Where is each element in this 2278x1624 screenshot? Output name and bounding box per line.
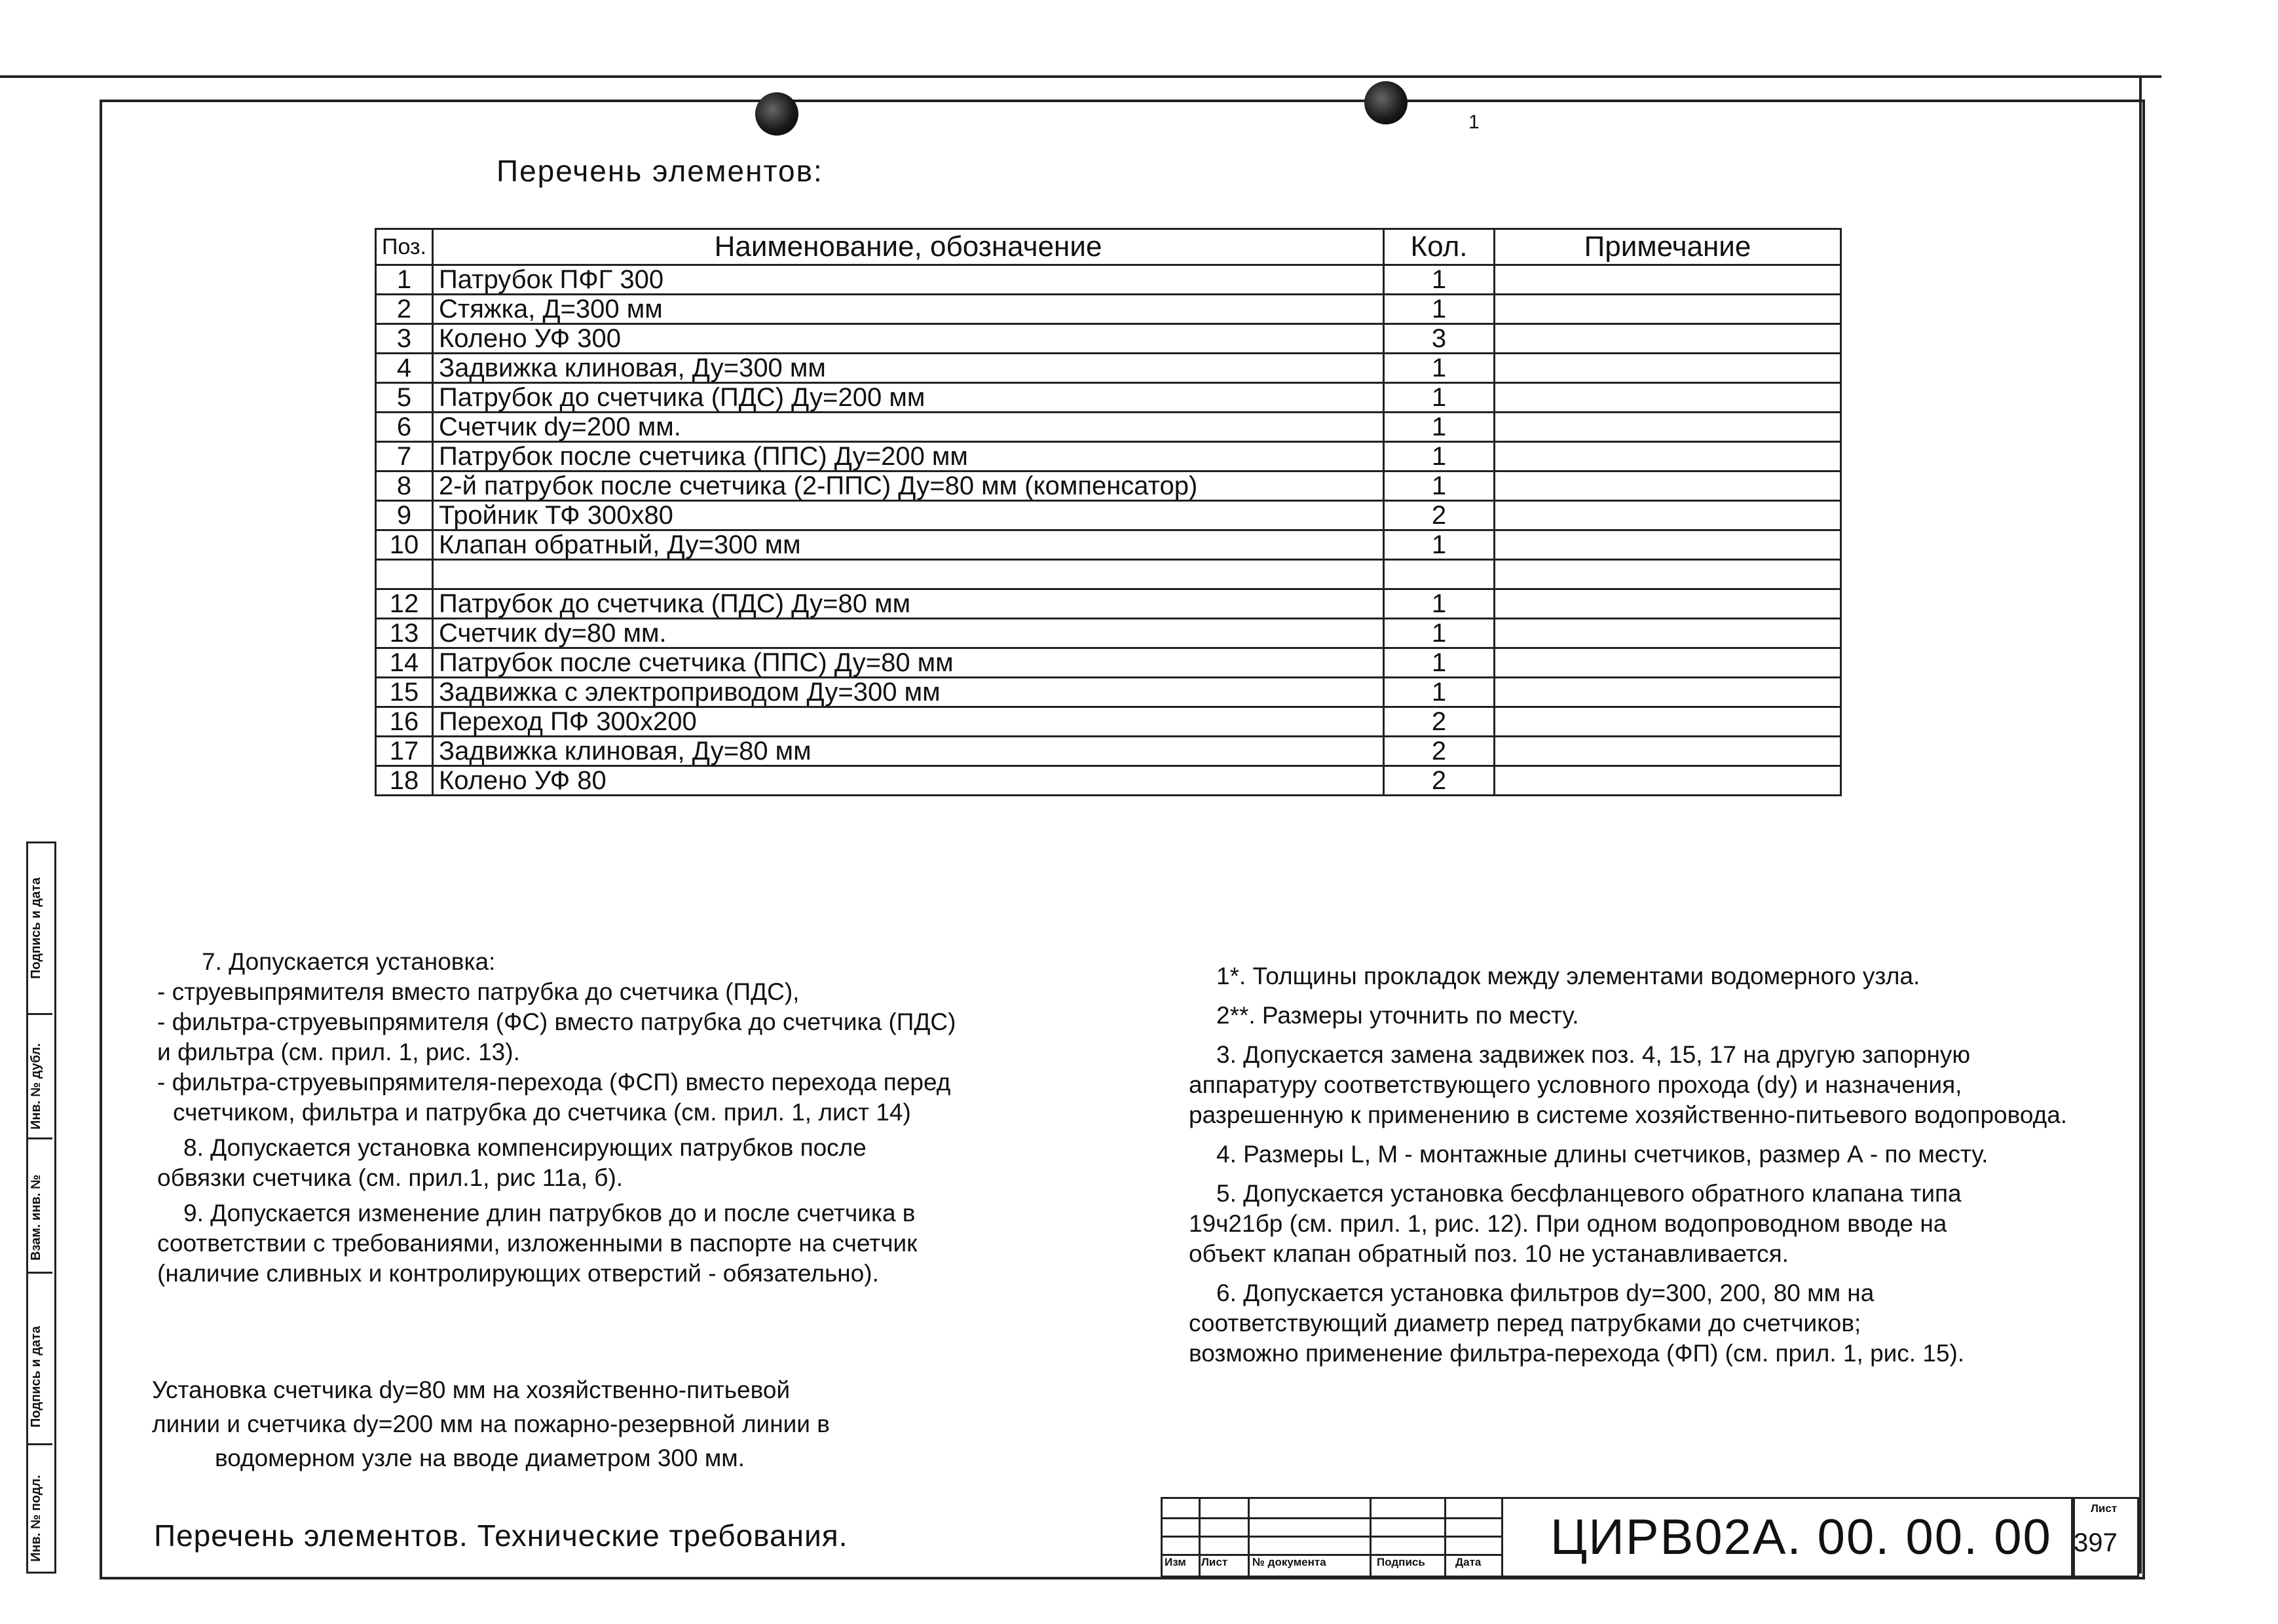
cell-note [1495, 324, 1841, 354]
cell-pos: 16 [376, 707, 433, 737]
page-mark: 1 [1468, 111, 1480, 133]
col-date: Дата [1455, 1556, 1482, 1568]
cell-pos: 1 [376, 265, 433, 295]
cell-name: Патрубок после счетчика (ППС) Ду=80 мм [433, 648, 1384, 678]
sheet-label: Лист [2091, 1502, 2118, 1515]
installation-note-3: водомерном узле на вводе диаметром 300 мм. [215, 1445, 745, 1471]
cell-qty: 1 [1384, 295, 1495, 324]
list-title: Перечень элементов: [496, 154, 823, 188]
side-label-vzam-inv: Взам. инв. № [29, 1174, 43, 1261]
cell-name: Стяжка, Д=300 мм [433, 295, 1384, 324]
req-3-1: 3. Допускается замена задвижек поз. 4, 15, 17 на другую запорную [1216, 1041, 1971, 1068]
cell-qty: 1 [1384, 265, 1495, 295]
cell-note [1495, 501, 1841, 530]
elements-table [375, 228, 1842, 796]
cell-note [1495, 295, 1841, 324]
cell-qty: 2 [1384, 766, 1495, 796]
cell-name: Колено УФ 300 [433, 324, 1384, 354]
document-code: ЦИРВ02А. 00. 00. 00 [1550, 1509, 2052, 1565]
side-label-inv-dupl: Инв. № дубл. [29, 1043, 43, 1130]
table-row [376, 678, 1841, 707]
cell-name: Патрубок после счетчика (ППС) Ду=200 мм [433, 442, 1384, 471]
req-5-2: 19ч21бр (см. прил. 1, рис. 12). При одном водопроводном вводе на [1189, 1210, 1947, 1237]
cell-name: Патрубок ПФГ 300 [433, 265, 1384, 295]
cell-name: Задвижка клиновая, Ду=300 мм [433, 354, 1384, 383]
table-row [376, 530, 1841, 560]
cell-qty: 3 [1384, 324, 1495, 354]
right-requirements [1189, 961, 2067, 1369]
cell-pos: 12 [376, 589, 433, 619]
cell-pos: 13 [376, 619, 433, 648]
sheet-number: 397 [2074, 1528, 2118, 1557]
cell-note [1495, 413, 1841, 442]
table-row [376, 354, 1841, 383]
req-2: 2**. Размеры уточнить по месту. [1216, 1002, 1579, 1029]
top-border-line [0, 75, 2161, 78]
table-row [376, 707, 1841, 737]
cell-pos: 8 [376, 471, 433, 501]
req-5-1: 5. Допускается установка бесфланцевого обратного клапана типа [1216, 1180, 1962, 1207]
cell-name: 2-й патрубок после счетчика (2-ППС) Ду=80 мм (компенсатор) [433, 471, 1384, 501]
col-doc: № документа [1252, 1556, 1326, 1568]
table-row [376, 442, 1841, 471]
cell-note [1495, 560, 1841, 589]
table-row [376, 471, 1841, 501]
cell-note [1495, 766, 1841, 796]
req-7-c2: счетчиком, фильтра и патрубка до счетчика (см. прил. 1, лист 14) [173, 1099, 911, 1126]
table-row [376, 295, 1841, 324]
cell-pos: 14 [376, 648, 433, 678]
cell-pos: 9 [376, 501, 433, 530]
cell-name: Клапан обратный, Ду=300 мм [433, 530, 1384, 560]
cell-pos: 10 [376, 530, 433, 560]
req-5-3: объект клапан обратный поз. 10 не устанавливается. [1189, 1240, 1789, 1267]
cell-qty: 2 [1384, 737, 1495, 766]
table-body [376, 265, 1841, 796]
cell-qty: 1 [1384, 530, 1495, 560]
cell-note [1495, 589, 1841, 619]
table-row [376, 413, 1841, 442]
req-7-c1: - фильтра-струевыпрямителя-перехода (ФСП) вместо перехода перед [157, 1069, 951, 1096]
req-3-3: разрешенную к применению в системе хозяйственно-питьевого водопровода. [1189, 1101, 2068, 1128]
cell-pos: 5 [376, 383, 433, 413]
installation-note [152, 1375, 830, 1473]
cell-qty: 1 [1384, 678, 1495, 707]
table-row [376, 766, 1841, 796]
cell-pos [376, 560, 433, 589]
req-8-2: обвязки счетчика (см. прил.1, рис 11а, б). [157, 1164, 624, 1191]
cell-pos: 3 [376, 324, 433, 354]
table-row [376, 589, 1841, 619]
cell-name: Задвижка клиновая, Ду=80 мм [433, 737, 1384, 766]
cell-note [1495, 383, 1841, 413]
cell-note [1495, 530, 1841, 560]
cell-note [1495, 678, 1841, 707]
cell-qty: 1 [1384, 383, 1495, 413]
cell-note [1495, 737, 1841, 766]
table-row [376, 619, 1841, 648]
col-izm: Изм [1165, 1556, 1186, 1568]
cell-qty: 2 [1384, 501, 1495, 530]
req-7-b1: - фильтра-струевыпрямителя (ФС) вместо патрубка до счетчика (ПДС) [157, 1008, 956, 1035]
cell-name: Счетчик dy=200 мм. [433, 413, 1384, 442]
req-7-b2: и фильтра (см. прил. 1, рис. 13). [157, 1039, 520, 1065]
header-name: Наименование, обозначение [433, 229, 1384, 265]
installation-note-1: Установка счетчика dy=80 мм на хозяйственно-питьевой [152, 1376, 791, 1403]
table-row [376, 324, 1841, 354]
col-list: Лист [1201, 1556, 1228, 1568]
col-sign: Подпись [1377, 1556, 1425, 1568]
cell-pos: 17 [376, 737, 433, 766]
req-6-3: возможно применение фильтра-перехода (ФП) (см. прил. 1, рис. 15). [1189, 1340, 1965, 1367]
cell-qty: 1 [1384, 471, 1495, 501]
header-qty: Кол. [1384, 229, 1495, 265]
side-label-inv-orig: Инв. № подл. [29, 1475, 43, 1562]
title-block [1161, 1497, 2138, 1574]
cell-name: Задвижка с электроприводом Ду=300 мм [433, 678, 1384, 707]
cell-name: Колено УФ 80 [433, 766, 1384, 796]
side-label-signature-date-2: Подпись и дата [29, 1326, 43, 1428]
cell-note [1495, 471, 1841, 501]
cell-note [1495, 648, 1841, 678]
req-1: 1*. Толщины прокладок между элементами водомерного узла. [1216, 963, 1920, 989]
table-row [376, 383, 1841, 413]
cell-name: Переход ПФ 300х200 [433, 707, 1384, 737]
cell-pos: 15 [376, 678, 433, 707]
header-note: Примечание [1495, 229, 1841, 265]
table-row [376, 265, 1841, 295]
req-3-2: аппаратуру соответствующего условного прохода (dy) и назначения, [1189, 1071, 1962, 1098]
cell-pos: 2 [376, 295, 433, 324]
cell-qty: 1 [1384, 648, 1495, 678]
cell-note [1495, 442, 1841, 471]
cell-qty: 1 [1384, 354, 1495, 383]
table-row [376, 560, 1841, 589]
installation-note-2: линии и счетчика dy=200 мм на пожарно-резервной линии в [152, 1411, 830, 1437]
header-pos: Поз. [376, 229, 433, 265]
cell-qty: 1 [1384, 413, 1495, 442]
req-7-title: 7. Допускается установка: [202, 948, 496, 975]
req-6-2: соответствующий диаметр перед патрубками до счетчиков; [1189, 1310, 1861, 1337]
table-row [376, 737, 1841, 766]
cell-note [1495, 707, 1841, 737]
req-6-1: 6. Допускается установка фильтров dy=300, 200, 80 мм на [1216, 1280, 1875, 1306]
req-8-1: 8. Допускается установка компенсирующих патрубков после [183, 1134, 867, 1161]
cell-name: Патрубок до счетчика (ПДС) Ду=200 мм [433, 383, 1384, 413]
cell-name [433, 560, 1384, 589]
cell-pos: 7 [376, 442, 433, 471]
cell-pos: 6 [376, 413, 433, 442]
punch-hole-right-icon [1364, 81, 1408, 124]
sheet-title: Перечень элементов. Технические требования. [154, 1519, 848, 1553]
cell-qty: 1 [1384, 442, 1495, 471]
req-9-2: соответствии с требованиями, изложенными в паспорте на счетчик [157, 1230, 918, 1257]
cell-pos: 4 [376, 354, 433, 383]
req-9-3: (наличие сливных и контролирующих отверстий - обязательно). [157, 1260, 879, 1287]
table-header-row [376, 229, 1841, 265]
left-requirements [157, 947, 956, 1289]
req-4: 4. Размеры L, М - монтажные длины счетчиков, размер А - по месту. [1216, 1141, 1989, 1168]
cell-note [1495, 354, 1841, 383]
frame-right-edge [2139, 77, 2142, 1574]
punch-hole-left-icon [755, 92, 798, 136]
cell-qty: 1 [1384, 589, 1495, 619]
cell-qty: 2 [1384, 707, 1495, 737]
cell-qty [1384, 560, 1495, 589]
cell-pos: 18 [376, 766, 433, 796]
cell-name: Тройник ТФ 300х80 [433, 501, 1384, 530]
cell-qty: 1 [1384, 619, 1495, 648]
cell-name: Счетчик dy=80 мм. [433, 619, 1384, 648]
table-row [376, 501, 1841, 530]
req-7-a: - струевыпрямителя вместо патрубка до счетчика (ПДС), [157, 978, 800, 1005]
cell-note [1495, 619, 1841, 648]
table-row [376, 648, 1841, 678]
cell-note [1495, 265, 1841, 295]
cell-name: Патрубок до счетчика (ПДС) Ду=80 мм [433, 589, 1384, 619]
side-label-signature-date-1: Подпись и дата [29, 877, 43, 979]
req-9-1: 9. Допускается изменение длин патрубков до и после счетчика в [183, 1200, 916, 1227]
